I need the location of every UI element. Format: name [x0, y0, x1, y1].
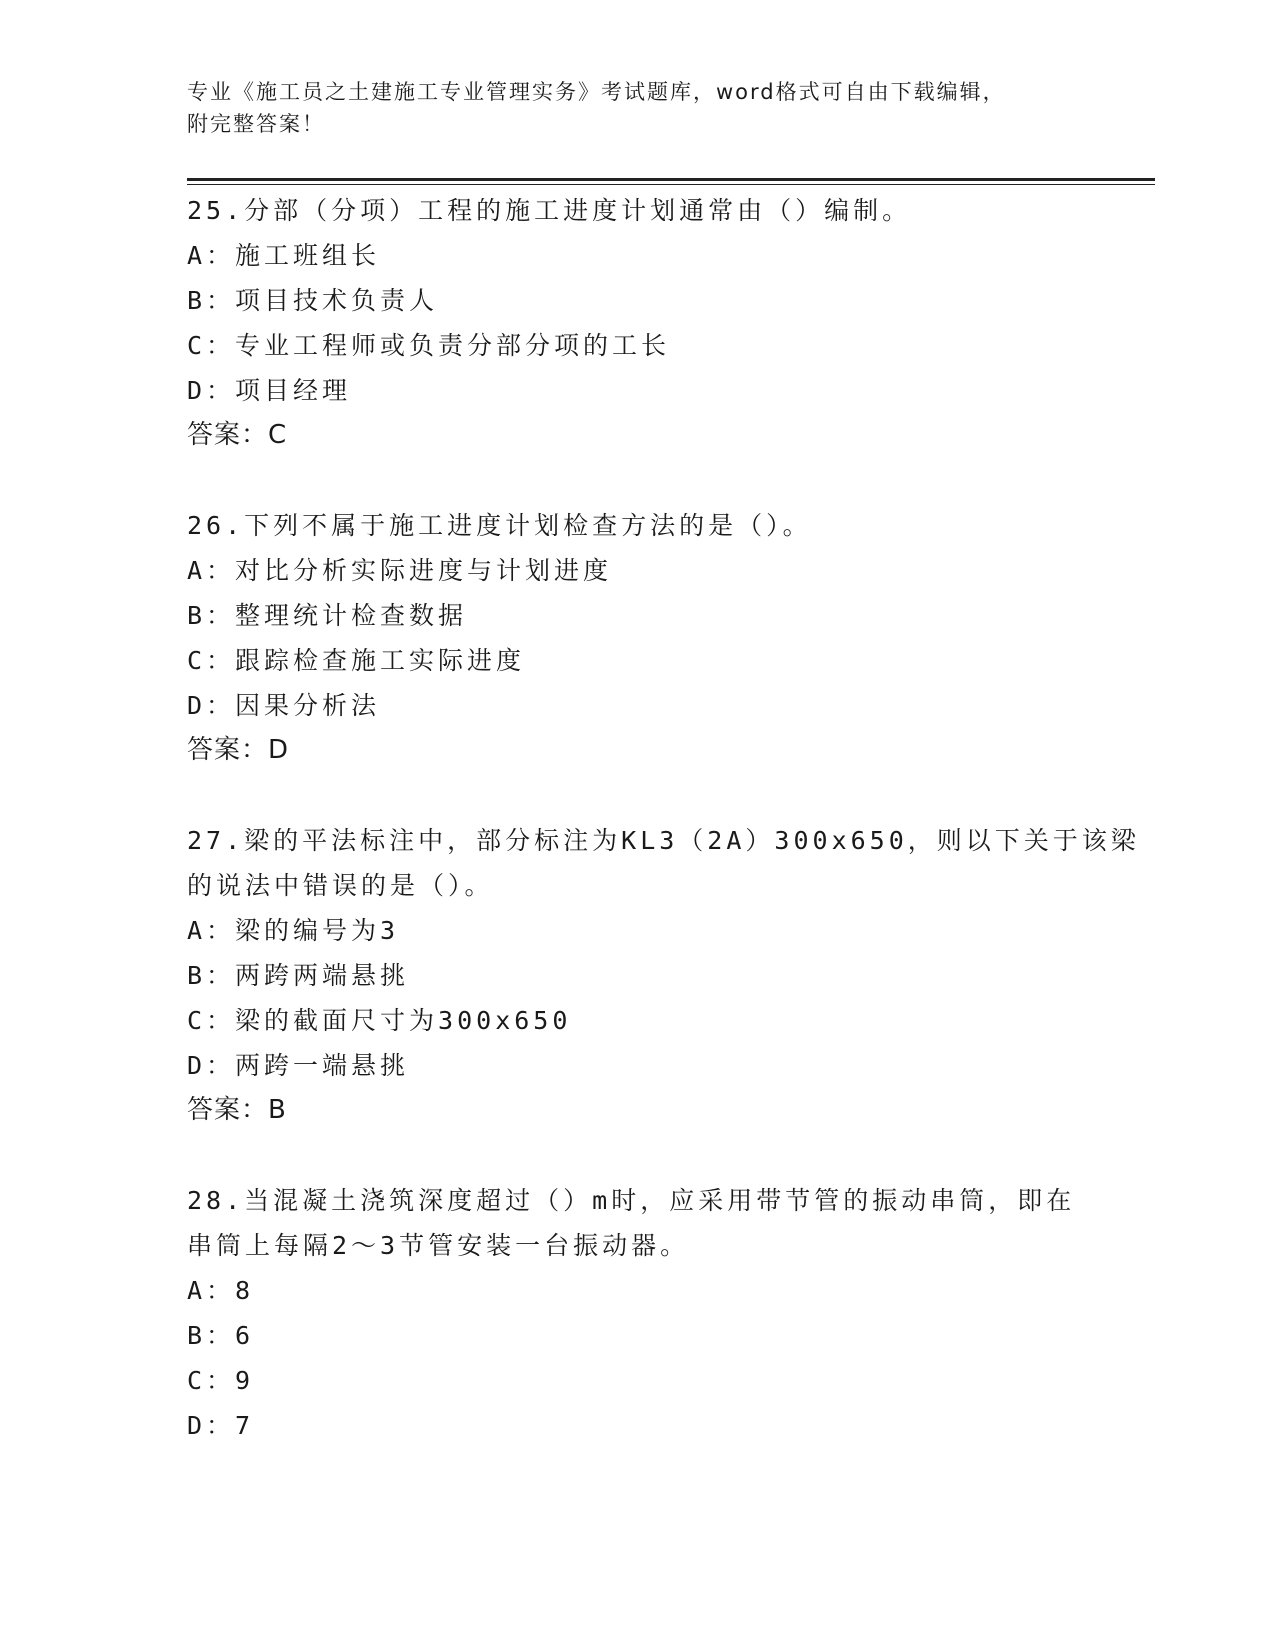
question-stem-line-2: 的说法中错误的是（）。 — [187, 871, 494, 900]
option-d: D：因果分析法 — [187, 691, 381, 720]
option-a: A：8 — [187, 1276, 255, 1305]
option-c: C：梁的截面尺寸为300x650 — [187, 1006, 572, 1035]
option-a: A：梁的编号为3 — [187, 916, 400, 945]
answer-line: 答案：B — [187, 1095, 287, 1125]
question-stem-line-2: 串筒上每隔2～3节管安装一台振动器。 — [187, 1231, 690, 1260]
option-d: D：7 — [187, 1411, 255, 1440]
option-b: B：项目技术负责人 — [187, 286, 439, 315]
option-b: B：两跨两端悬挑 — [187, 961, 410, 990]
answer-line: 答案：C — [187, 420, 288, 450]
question-list — [187, 188, 1140, 1493]
option-c: C：9 — [187, 1366, 255, 1395]
question-27 — [187, 818, 1140, 1133]
option-d: D：两跨一端悬挑 — [187, 1051, 410, 1080]
option-b: B：6 — [187, 1321, 255, 1350]
answer-line: 答案：D — [187, 735, 290, 765]
question-stem: 25.分部（分项）工程的施工进度计划通常由（）编制。 — [187, 196, 912, 225]
question-stem-line-1: 28.当混凝土浇筑深度超过（）m时，应采用带节管的振动串筒，即在 — [187, 1186, 1076, 1215]
option-a: A：对比分析实际进度与计划进度 — [187, 556, 613, 585]
question-28 — [187, 1178, 1087, 1448]
option-c: C：跟踪检查施工实际进度 — [187, 646, 526, 675]
option-d: D：项目经理 — [187, 376, 352, 405]
header-line-2: 附完整答案！ — [187, 112, 325, 136]
header-rule-thick — [187, 178, 1155, 181]
question-stem-line-1: 27.梁的平法标注中，部分标注为KL3（2A）300x650，则以下关于该梁 — [187, 826, 1140, 855]
question-25 — [187, 188, 1087, 458]
option-a: A：施工班组长 — [187, 241, 381, 270]
header-line-1: 专业《施工员之土建施工专业管理实务》考试题库，word格式可自由下载编辑， — [187, 80, 1006, 104]
document-header — [187, 76, 1087, 140]
question-stem: 26.下列不属于施工进度计划检查方法的是（）。 — [187, 511, 812, 540]
option-b: B：整理统计检查数据 — [187, 601, 468, 630]
header-rule-thin — [187, 184, 1155, 185]
question-26 — [187, 503, 1087, 773]
option-c: C：专业工程师或负责分部分项的工长 — [187, 331, 671, 360]
